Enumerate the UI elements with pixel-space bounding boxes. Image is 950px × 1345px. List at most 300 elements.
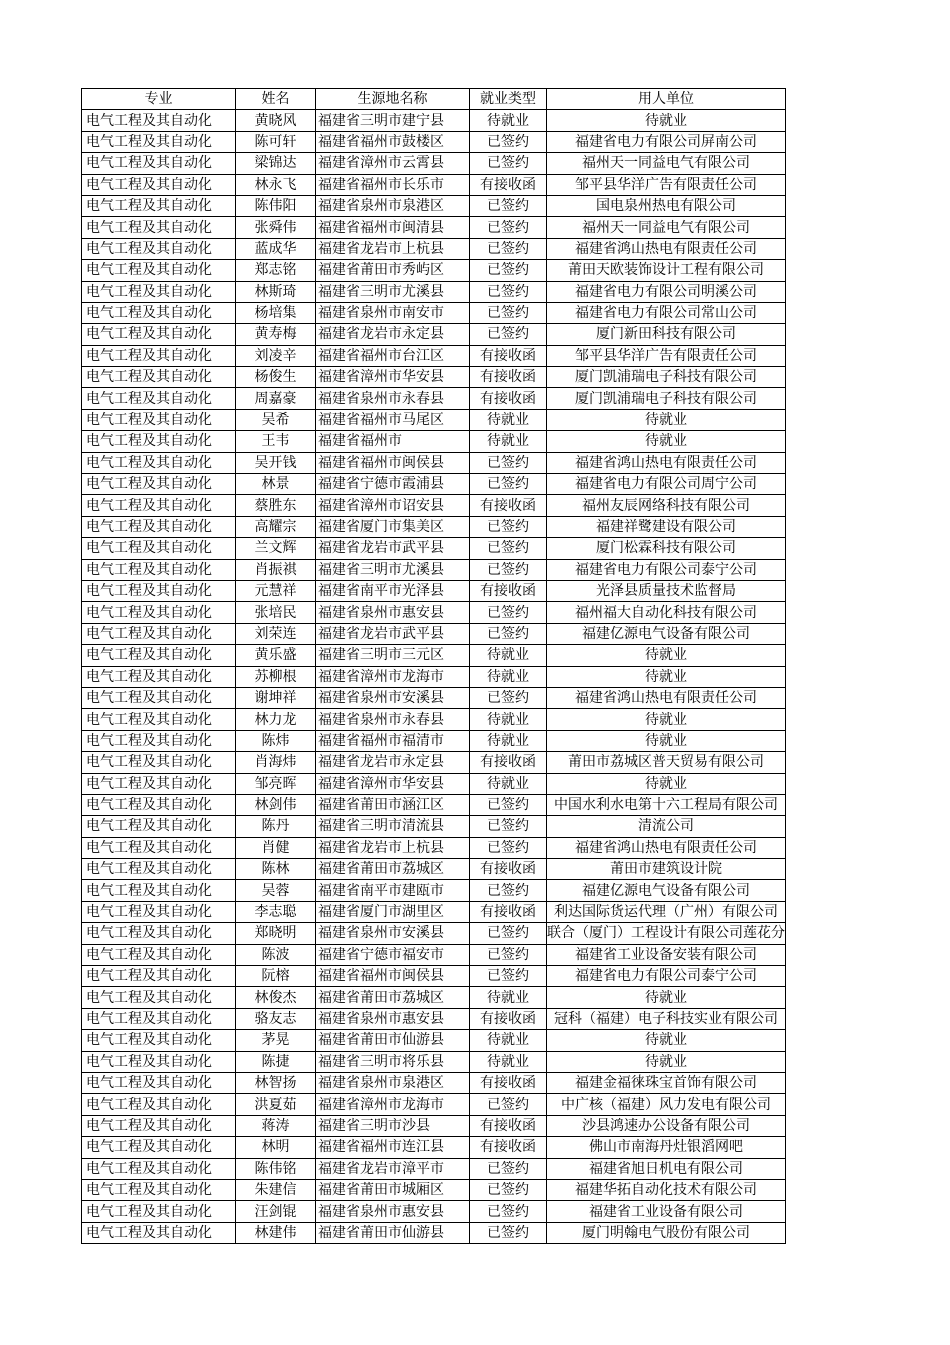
cell-major: 电气工程及其自动化 (82, 1008, 236, 1029)
cell-name: 王韦 (236, 431, 316, 452)
cell-employer: 待就业 (547, 645, 786, 666)
cell-employment-type: 有接收函 (470, 859, 547, 880)
cell-origin: 福建省宁德市霞浦县 (316, 474, 470, 495)
cell-employer: 光泽县质量技术监督局 (547, 580, 786, 601)
cell-major: 电气工程及其自动化 (82, 1158, 236, 1179)
cell-employer: 厦门明翰电气股份有限公司 (547, 1222, 786, 1243)
cell-name: 刘凌辛 (236, 345, 316, 366)
cell-employer: 待就业 (547, 1030, 786, 1051)
table-row (82, 901, 786, 922)
cell-name: 骆友志 (236, 1008, 316, 1029)
table-row (82, 709, 786, 730)
cell-origin: 福建省福州市福清市 (316, 730, 470, 751)
cell-major: 电气工程及其自动化 (82, 217, 236, 238)
cell-origin: 福建省三明市三元区 (316, 645, 470, 666)
cell-employer: 福建华拓自动化技术有限公司 (547, 1179, 786, 1200)
cell-employment-type: 已签约 (470, 1222, 547, 1243)
cell-name: 梁锦达 (236, 153, 316, 174)
cell-major: 电气工程及其自动化 (82, 623, 236, 644)
cell-major: 电气工程及其自动化 (82, 260, 236, 281)
cell-origin: 福建省泉州市惠安县 (316, 602, 470, 623)
cell-name: 陈波 (236, 944, 316, 965)
table-row (82, 966, 786, 987)
cell-origin: 福建省莆田市荔城区 (316, 987, 470, 1008)
cell-employment-type: 已签约 (470, 1201, 547, 1222)
cell-name: 杨俊生 (236, 367, 316, 388)
cell-employment-type: 待就业 (470, 431, 547, 452)
cell-origin: 福建省福州市闽侯县 (316, 966, 470, 987)
cell-employer: 厦门新田科技有限公司 (547, 324, 786, 345)
cell-name: 吴希 (236, 409, 316, 430)
cell-name: 李志聪 (236, 901, 316, 922)
cell-major: 电气工程及其自动化 (82, 367, 236, 388)
cell-employer: 邹平县华洋广告有限责任公司 (547, 174, 786, 195)
cell-name: 陈炜 (236, 730, 316, 751)
cell-name: 吴蓉 (236, 880, 316, 901)
table-row (82, 687, 786, 708)
cell-origin: 福建省三明市将乐县 (316, 1051, 470, 1072)
cell-employer: 中国水利水电第十六工程局有限公司 (547, 794, 786, 815)
cell-origin: 福建省莆田市仙游县 (316, 1222, 470, 1243)
cell-name: 陈伟阳 (236, 195, 316, 216)
cell-employer: 国电泉州热电有限公司 (547, 195, 786, 216)
cell-origin: 福建省三明市沙县 (316, 1115, 470, 1136)
table-row (82, 623, 786, 644)
cell-employer: 联合（厦门）工程设计有限公司莲花分 (547, 923, 786, 944)
cell-origin: 福建省三明市建宁县 (316, 110, 470, 131)
cell-employment-type: 待就业 (470, 730, 547, 751)
cell-employment-type: 待就业 (470, 1030, 547, 1051)
table-body (82, 110, 786, 1244)
table-row (82, 174, 786, 195)
cell-origin: 福建省泉州市惠安县 (316, 1201, 470, 1222)
table-row (82, 666, 786, 687)
table-row (82, 516, 786, 537)
cell-major: 电气工程及其自动化 (82, 709, 236, 730)
cell-employer: 福建亿源电气设备有限公司 (547, 880, 786, 901)
cell-employment-type: 已签约 (470, 1158, 547, 1179)
cell-major: 电气工程及其自动化 (82, 580, 236, 601)
cell-name: 陈林 (236, 859, 316, 880)
cell-employment-type: 待就业 (470, 110, 547, 131)
table-row (82, 794, 786, 815)
cell-major: 电气工程及其自动化 (82, 1179, 236, 1200)
cell-name: 高耀宗 (236, 516, 316, 537)
cell-employment-type: 已签约 (470, 944, 547, 965)
cell-origin: 福建省厦门市集美区 (316, 516, 470, 537)
cell-origin: 福建省南平市建瓯市 (316, 880, 470, 901)
cell-employment-type: 有接收函 (470, 495, 547, 516)
cell-origin: 福建省南平市光泽县 (316, 580, 470, 601)
cell-origin: 福建省莆田市仙游县 (316, 1030, 470, 1051)
header-row (82, 89, 786, 110)
table-row (82, 302, 786, 323)
cell-origin: 福建省泉州市泉港区 (316, 1072, 470, 1093)
cell-employer: 福州天一同益电气有限公司 (547, 217, 786, 238)
cell-name: 林建伟 (236, 1222, 316, 1243)
cell-name: 蓝成华 (236, 238, 316, 259)
cell-origin: 福建省福州市台江区 (316, 345, 470, 366)
cell-employer: 待就业 (547, 1051, 786, 1072)
cell-major: 电气工程及其自动化 (82, 110, 236, 131)
cell-origin: 福建省莆田市秀屿区 (316, 260, 470, 281)
cell-name: 苏柳根 (236, 666, 316, 687)
cell-employment-type: 已签约 (470, 516, 547, 537)
table-row (82, 837, 786, 858)
cell-employer: 待就业 (547, 431, 786, 452)
table-row (82, 538, 786, 559)
cell-employment-type: 已签约 (470, 474, 547, 495)
cell-employment-type: 已签约 (470, 1094, 547, 1115)
cell-name: 肖振祺 (236, 559, 316, 580)
cell-employer: 福建省电力有限公司周宁公司 (547, 474, 786, 495)
cell-major: 电气工程及其自动化 (82, 302, 236, 323)
cell-major: 电气工程及其自动化 (82, 837, 236, 858)
table-row (82, 281, 786, 302)
cell-major: 电气工程及其自动化 (82, 602, 236, 623)
cell-major: 电气工程及其自动化 (82, 388, 236, 409)
cell-major: 电气工程及其自动化 (82, 1137, 236, 1158)
cell-employment-type: 待就业 (470, 987, 547, 1008)
table-row (82, 153, 786, 174)
table-row (82, 580, 786, 601)
cell-origin: 福建省泉州市安溪县 (316, 923, 470, 944)
cell-employment-type: 已签约 (470, 816, 547, 837)
cell-name: 林景 (236, 474, 316, 495)
table-row (82, 131, 786, 152)
header-origin: 生源地名称 (316, 89, 470, 110)
cell-name: 陈捷 (236, 1051, 316, 1072)
cell-employer: 莆田市建筑设计院 (547, 859, 786, 880)
table-row (82, 367, 786, 388)
header-major: 专业 (82, 89, 236, 110)
table-row (82, 773, 786, 794)
cell-name: 兰文辉 (236, 538, 316, 559)
cell-employment-type: 有接收函 (470, 1137, 547, 1158)
cell-employment-type: 有接收函 (470, 345, 547, 366)
cell-major: 电气工程及其自动化 (82, 1072, 236, 1093)
cell-name: 茅晃 (236, 1030, 316, 1051)
table-row (82, 1115, 786, 1136)
cell-employer: 厦门凯浦瑞电子科技有限公司 (547, 388, 786, 409)
cell-origin: 福建省龙岩市永定县 (316, 324, 470, 345)
cell-origin: 福建省泉州市安溪县 (316, 687, 470, 708)
cell-major: 电气工程及其自动化 (82, 238, 236, 259)
cell-origin: 福建省福州市鼓楼区 (316, 131, 470, 152)
table-row (82, 1072, 786, 1093)
cell-origin: 福建省龙岩市漳平市 (316, 1158, 470, 1179)
cell-employment-type: 有接收函 (470, 1072, 547, 1093)
cell-major: 电气工程及其自动化 (82, 966, 236, 987)
cell-major: 电气工程及其自动化 (82, 645, 236, 666)
cell-employment-type: 已签约 (470, 281, 547, 302)
cell-origin: 福建省龙岩市上杭县 (316, 238, 470, 259)
table-row (82, 474, 786, 495)
cell-major: 电气工程及其自动化 (82, 816, 236, 837)
cell-origin: 福建省福州市闽侯县 (316, 452, 470, 473)
cell-origin: 福建省莆田市城厢区 (316, 1179, 470, 1200)
cell-name: 林剑伟 (236, 794, 316, 815)
cell-employer: 福建省鸿山热电有限责任公司 (547, 238, 786, 259)
table-row (82, 645, 786, 666)
cell-name: 张舜伟 (236, 217, 316, 238)
cell-major: 电气工程及其自动化 (82, 1051, 236, 1072)
table-row (82, 195, 786, 216)
cell-major: 电气工程及其自动化 (82, 944, 236, 965)
cell-origin: 福建省龙岩市武平县 (316, 623, 470, 644)
cell-name: 黄乐盛 (236, 645, 316, 666)
cell-employment-type: 已签约 (470, 923, 547, 944)
cell-employment-type: 已签约 (470, 260, 547, 281)
header-name: 姓名 (236, 89, 316, 110)
cell-origin: 福建省厦门市湖里区 (316, 901, 470, 922)
cell-origin: 福建省漳州市华安县 (316, 773, 470, 794)
cell-name: 杨培集 (236, 302, 316, 323)
cell-origin: 福建省泉州市永春县 (316, 388, 470, 409)
cell-employment-type: 已签约 (470, 602, 547, 623)
cell-name: 张培民 (236, 602, 316, 623)
cell-origin: 福建省漳州市龙海市 (316, 1094, 470, 1115)
cell-employment-type: 已签约 (470, 837, 547, 858)
cell-origin: 福建省泉州市惠安县 (316, 1008, 470, 1029)
cell-major: 电气工程及其自动化 (82, 452, 236, 473)
cell-origin: 福建省莆田市涵江区 (316, 794, 470, 815)
cell-origin: 福建省福州市马尾区 (316, 409, 470, 430)
cell-major: 电气工程及其自动化 (82, 987, 236, 1008)
cell-employment-type: 有接收函 (470, 174, 547, 195)
cell-major: 电气工程及其自动化 (82, 1094, 236, 1115)
cell-employment-type: 待就业 (470, 1051, 547, 1072)
cell-name: 林斯琦 (236, 281, 316, 302)
cell-employer: 福建省鸿山热电有限责任公司 (547, 687, 786, 708)
cell-origin: 福建省泉州市泉港区 (316, 195, 470, 216)
cell-employer: 福建金福徕珠宝首饰有限公司 (547, 1072, 786, 1093)
cell-employment-type: 待就业 (470, 645, 547, 666)
table-row (82, 1008, 786, 1029)
cell-origin: 福建省三明市清流县 (316, 816, 470, 837)
cell-origin: 福建省龙岩市永定县 (316, 752, 470, 773)
cell-origin: 福建省漳州市诏安县 (316, 495, 470, 516)
cell-employment-type: 待就业 (470, 709, 547, 730)
cell-origin: 福建省龙岩市上杭县 (316, 837, 470, 858)
cell-employer: 邹平县华洋广告有限责任公司 (547, 345, 786, 366)
cell-employment-type: 已签约 (470, 966, 547, 987)
cell-name: 汪剑锟 (236, 1201, 316, 1222)
cell-name: 邹亮晖 (236, 773, 316, 794)
cell-origin: 福建省福州市连江县 (316, 1137, 470, 1158)
cell-employer: 冠科（福建）电子科技实业有限公司 (547, 1008, 786, 1029)
cell-employment-type: 有接收函 (470, 901, 547, 922)
table-row (82, 1030, 786, 1051)
cell-employer: 福建省电力有限公司泰宁公司 (547, 559, 786, 580)
cell-major: 电气工程及其自动化 (82, 752, 236, 773)
cell-employer: 福建省鸿山热电有限责任公司 (547, 837, 786, 858)
cell-employer: 福建省电力有限公司常山公司 (547, 302, 786, 323)
cell-major: 电气工程及其自动化 (82, 474, 236, 495)
cell-employer: 福建省工业设备有限公司 (547, 1201, 786, 1222)
cell-origin: 福建省宁德市福安市 (316, 944, 470, 965)
cell-employment-type: 已签约 (470, 153, 547, 174)
cell-employment-type: 已签约 (470, 217, 547, 238)
cell-origin: 福建省莆田市荔城区 (316, 859, 470, 880)
cell-major: 电气工程及其自动化 (82, 538, 236, 559)
cell-name: 林明 (236, 1137, 316, 1158)
cell-name: 肖海炜 (236, 752, 316, 773)
table-row (82, 324, 786, 345)
table-row (82, 1051, 786, 1072)
cell-name: 朱建信 (236, 1179, 316, 1200)
cell-employer: 福州福大自动化科技有限公司 (547, 602, 786, 623)
cell-employer: 福建省鸿山热电有限责任公司 (547, 452, 786, 473)
cell-name: 元慧祥 (236, 580, 316, 601)
cell-employment-type: 已签约 (470, 794, 547, 815)
table-row (82, 110, 786, 131)
cell-origin: 福建省三明市尤溪县 (316, 559, 470, 580)
table-row (82, 1201, 786, 1222)
cell-major: 电气工程及其自动化 (82, 345, 236, 366)
employment-table (81, 88, 786, 1244)
cell-employment-type: 已签约 (470, 623, 547, 644)
cell-name: 陈丹 (236, 816, 316, 837)
cell-employment-type: 有接收函 (470, 752, 547, 773)
header-employer: 用人单位 (547, 89, 786, 110)
table-row (82, 816, 786, 837)
cell-name: 肖健 (236, 837, 316, 858)
cell-major: 电气工程及其自动化 (82, 901, 236, 922)
cell-employer: 厦门凯浦瑞电子科技有限公司 (547, 367, 786, 388)
cell-employment-type: 待就业 (470, 773, 547, 794)
table-row (82, 495, 786, 516)
cell-employment-type: 已签约 (470, 131, 547, 152)
table-row (82, 409, 786, 430)
cell-major: 电气工程及其自动化 (82, 324, 236, 345)
cell-employer: 福建省电力有限公司明溪公司 (547, 281, 786, 302)
cell-major: 电气工程及其自动化 (82, 281, 236, 302)
table-row (82, 1222, 786, 1243)
table-row (82, 388, 786, 409)
table-row (82, 1179, 786, 1200)
cell-origin: 福建省三明市尤溪县 (316, 281, 470, 302)
cell-employer: 福建亿源电气设备有限公司 (547, 623, 786, 644)
cell-name: 吴开钱 (236, 452, 316, 473)
cell-employer: 福建省工业设备安装有限公司 (547, 944, 786, 965)
cell-name: 郑志铭 (236, 260, 316, 281)
cell-employer: 福建祥鹭建设有限公司 (547, 516, 786, 537)
cell-origin: 福建省福州市长乐市 (316, 174, 470, 195)
table-row (82, 987, 786, 1008)
cell-employment-type: 待就业 (470, 666, 547, 687)
cell-employment-type: 已签约 (470, 324, 547, 345)
cell-employment-type: 已签约 (470, 1179, 547, 1200)
cell-name: 郑晓明 (236, 923, 316, 944)
table-row (82, 345, 786, 366)
cell-employer: 福建省电力有限公司屏南公司 (547, 131, 786, 152)
cell-major: 电气工程及其自动化 (82, 1115, 236, 1136)
cell-name: 陈可轩 (236, 131, 316, 152)
cell-major: 电气工程及其自动化 (82, 409, 236, 430)
cell-origin: 福建省漳州市龙海市 (316, 666, 470, 687)
cell-major: 电气工程及其自动化 (82, 516, 236, 537)
table-row (82, 752, 786, 773)
cell-name: 林俊杰 (236, 987, 316, 1008)
cell-employer: 待就业 (547, 110, 786, 131)
cell-employer: 清流公司 (547, 816, 786, 837)
table-row (82, 238, 786, 259)
cell-employment-type: 有接收函 (470, 367, 547, 388)
cell-origin: 福建省漳州市云霄县 (316, 153, 470, 174)
cell-major: 电气工程及其自动化 (82, 131, 236, 152)
cell-major: 电气工程及其自动化 (82, 880, 236, 901)
cell-name: 蒋涛 (236, 1115, 316, 1136)
table-row (82, 923, 786, 944)
cell-employer: 厦门松霖科技有限公司 (547, 538, 786, 559)
cell-employment-type: 已签约 (470, 238, 547, 259)
cell-major: 电气工程及其自动化 (82, 559, 236, 580)
cell-major: 电气工程及其自动化 (82, 1222, 236, 1243)
cell-origin: 福建省漳州市华安县 (316, 367, 470, 388)
cell-major: 电气工程及其自动化 (82, 153, 236, 174)
cell-employer: 待就业 (547, 730, 786, 751)
cell-employer: 待就业 (547, 709, 786, 730)
table-row (82, 260, 786, 281)
cell-origin: 福建省福州市闽清县 (316, 217, 470, 238)
cell-employment-type: 已签约 (470, 302, 547, 323)
cell-employer: 福建省旭日机电有限公司 (547, 1158, 786, 1179)
cell-origin: 福建省泉州市永春县 (316, 709, 470, 730)
cell-major: 电气工程及其自动化 (82, 1030, 236, 1051)
table-row (82, 1158, 786, 1179)
cell-major: 电气工程及其自动化 (82, 687, 236, 708)
cell-employment-type: 待就业 (470, 409, 547, 430)
cell-employment-type: 已签约 (470, 559, 547, 580)
cell-name: 林永飞 (236, 174, 316, 195)
cell-name: 黄晓风 (236, 110, 316, 131)
cell-employment-type: 已签约 (470, 538, 547, 559)
cell-employer: 莆田市荔城区普天贸易有限公司 (547, 752, 786, 773)
cell-employment-type: 有接收函 (470, 580, 547, 601)
cell-major: 电气工程及其自动化 (82, 794, 236, 815)
cell-employment-type: 已签约 (470, 452, 547, 473)
cell-employer: 待就业 (547, 987, 786, 1008)
cell-employment-type: 有接收函 (470, 1115, 547, 1136)
table-row (82, 602, 786, 623)
table-row (82, 1094, 786, 1115)
cell-employer: 福州天一同益电气有限公司 (547, 153, 786, 174)
cell-name: 林智扬 (236, 1072, 316, 1093)
table-row (82, 559, 786, 580)
table-row (82, 880, 786, 901)
cell-origin: 福建省龙岩市武平县 (316, 538, 470, 559)
table-row (82, 859, 786, 880)
header-employment-type: 就业类型 (470, 89, 547, 110)
cell-name: 谢坤祥 (236, 687, 316, 708)
cell-employer: 待就业 (547, 409, 786, 430)
table-row (82, 730, 786, 751)
cell-employer: 沙县鸿速办公设备有限公司 (547, 1115, 786, 1136)
cell-origin: 福建省泉州市南安市 (316, 302, 470, 323)
cell-employment-type: 有接收函 (470, 388, 547, 409)
cell-employer: 利达国际货运代理（广州）有限公司 (547, 901, 786, 922)
cell-employer: 福建省电力有限公司泰宁公司 (547, 966, 786, 987)
cell-major: 电气工程及其自动化 (82, 859, 236, 880)
cell-name: 周嘉豪 (236, 388, 316, 409)
cell-employer: 福州友辰网络科技有限公司 (547, 495, 786, 516)
cell-name: 阮榕 (236, 966, 316, 987)
cell-name: 陈伟铭 (236, 1158, 316, 1179)
cell-major: 电气工程及其自动化 (82, 495, 236, 516)
cell-origin: 福建省福州市 (316, 431, 470, 452)
cell-major: 电气工程及其自动化 (82, 1201, 236, 1222)
